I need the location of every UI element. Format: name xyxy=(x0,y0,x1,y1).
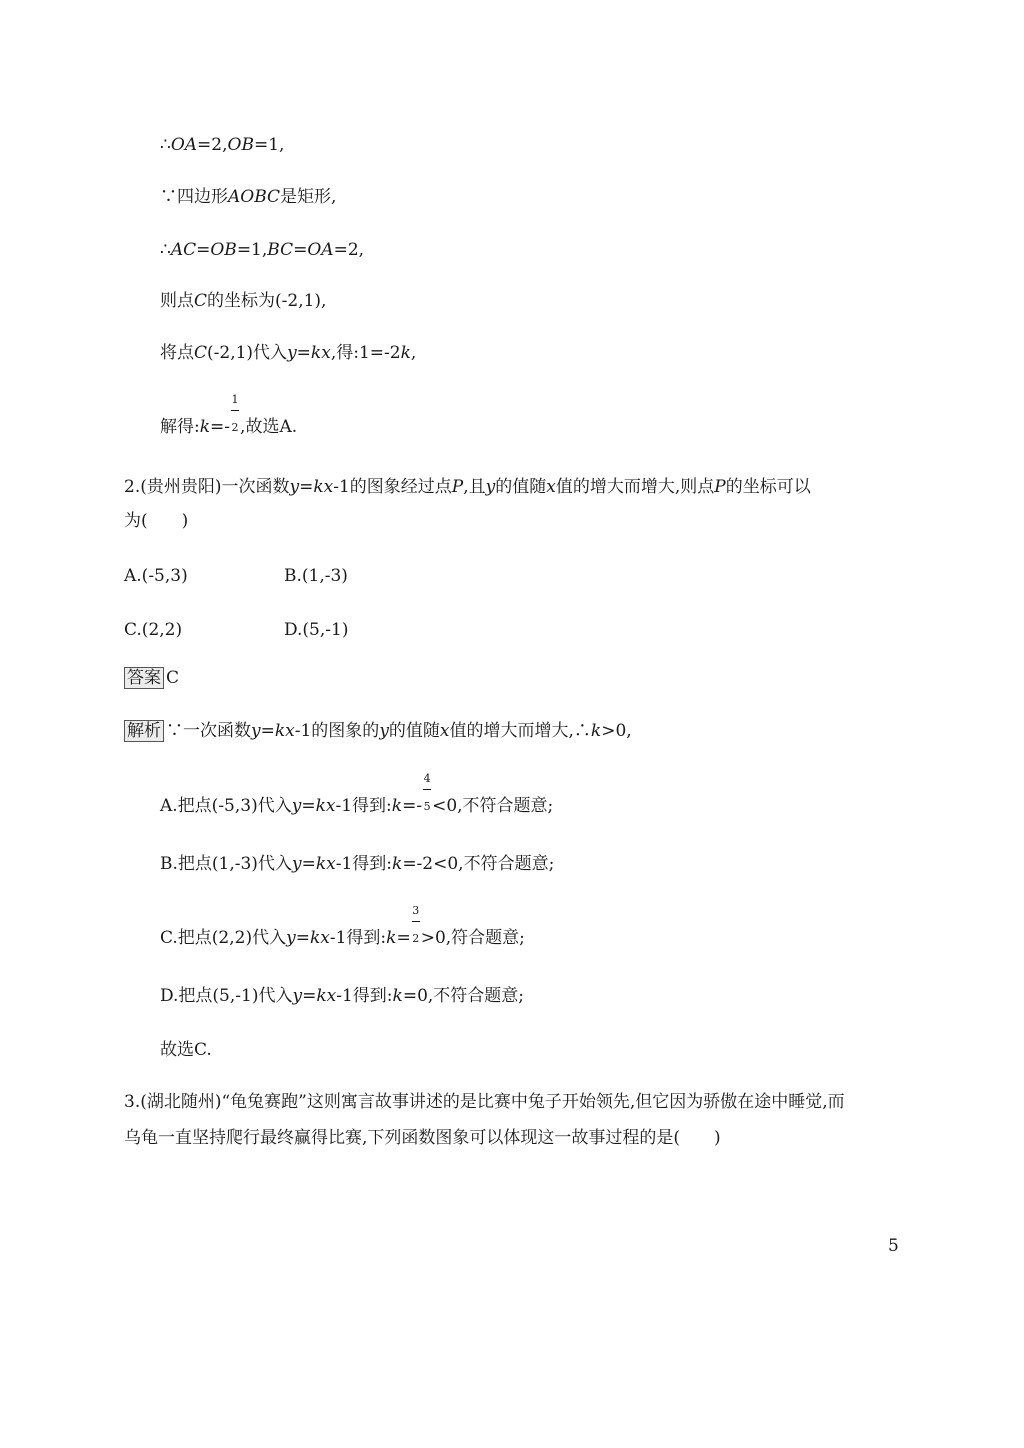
solution-conclusion: 故选C. xyxy=(160,1040,212,1060)
line-point-c: 则点C的坐标为(-2,1), xyxy=(160,291,327,311)
analysis-tag: 解析 xyxy=(124,720,164,742)
option-b: B.(1,-3) xyxy=(284,566,348,586)
answer-value: C xyxy=(166,668,180,688)
option-d: D.(5,-1) xyxy=(284,620,349,640)
question-2-line-1: 2.(贵州贵阳)一次函数y=kx-1的图象经过点P,且y的值随x值的增大而增大,则点P的坐标可以 xyxy=(124,477,811,497)
line-ac-bc: ∴AC=OB=1,BC=OA=2, xyxy=(160,240,365,260)
solution-b: B.把点(1,-3)代入y=kx-1得到:k=-2<0,不符合题意; xyxy=(160,854,555,874)
line-substitute-c: 将点C(-2,1)代入y=kx,得:1=-2k, xyxy=(160,343,417,363)
question-3-line-2: 乌龟一直坚持爬行最终赢得比赛,下列函数图象可以体现这一故事过程的是( ) xyxy=(124,1128,721,1148)
line-solve-k: 解得:k=- $\frac{1}{2}$,故选A. xyxy=(160,393,298,437)
page-number: 5 xyxy=(888,1236,899,1256)
fraction-four-fifths: $\frac{4}{5}$ xyxy=(423,772,431,813)
fraction-three-halves: $\frac{3}{2}$ xyxy=(412,904,420,945)
solution-d: D.把点(5,-1)代入y=kx-1得到:k=0,不符合题意; xyxy=(160,986,525,1006)
option-c: C.(2,2) xyxy=(124,620,183,640)
answer-tag: 答案 xyxy=(124,667,164,689)
line-rectangle: ∵四边形AOBC是矩形, xyxy=(160,187,337,207)
solution-c: C.把点(2,2)代入y=kx-1得到:k= $\frac{3}{2}>0$,符合题意; xyxy=(160,904,525,948)
analysis-line: 解析 ∵一次函数y=kx-1的图象的y的值随x值的增大而增大,∴k>0, xyxy=(124,720,632,742)
option-a: A.(-5,3) xyxy=(124,566,188,586)
fraction-half: $\frac{1}{2}$ xyxy=(231,393,239,434)
question-3-line-1: 3.(湖北随州)“龟兔赛跑”这则寓言故事讲述的是比赛中兔子开始领先,但它因为骄傲在途中睡觉,而 xyxy=(124,1092,845,1112)
question-2-line-2: 为( ) xyxy=(124,511,189,531)
answer-line xyxy=(124,667,179,689)
line-oa-ob: ∴OA=2,OB=1, xyxy=(160,135,285,155)
solution-a: A.把点(-5,3)代入y=kx-1得到:k=- $\frac{4}{5}<0$,不符合题意; xyxy=(160,772,554,816)
